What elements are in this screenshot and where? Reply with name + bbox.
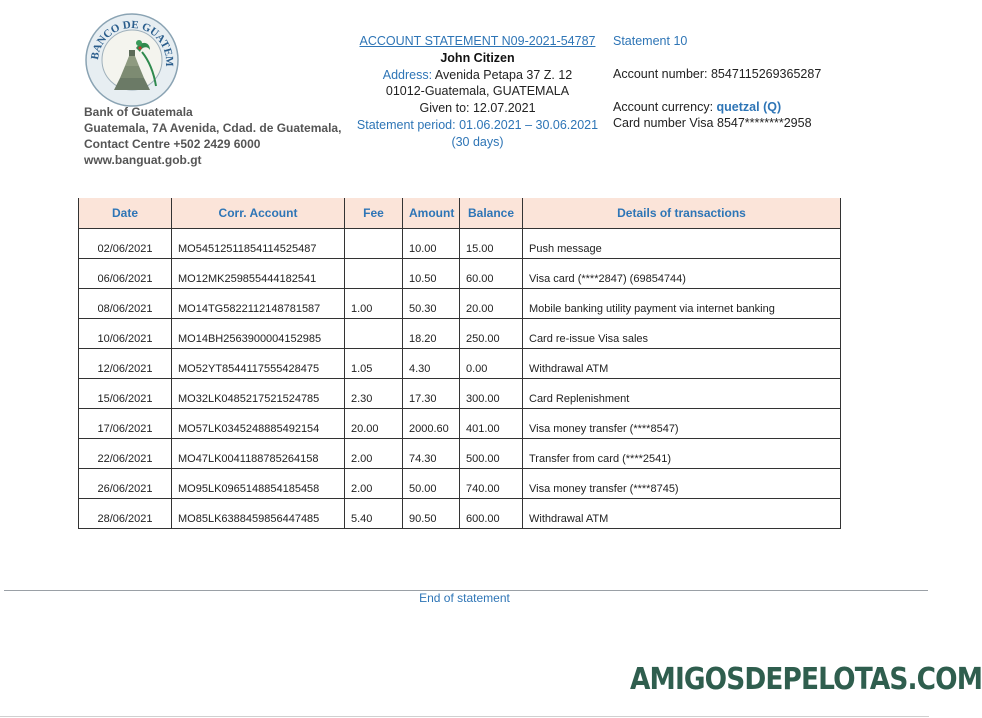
cell-details: Card re-issue Visa sales [523, 319, 841, 349]
cell-fee: 5.40 [345, 499, 403, 529]
table-row [79, 349, 841, 379]
cell-details: Push message [523, 229, 841, 259]
cell-balance: 15.00 [460, 229, 523, 259]
account-number: Account number: 8547115269365287 [613, 66, 822, 81]
end-of-statement: End of statement [419, 591, 510, 605]
transactions-table [78, 198, 841, 529]
cell-corr-account: MO32LK0485217521524785 [172, 379, 345, 409]
cell-fee: 1.05 [345, 349, 403, 379]
cell-details: Visa card (****2847) (69854744) [523, 259, 841, 289]
cell-date: 17/06/2021 [79, 409, 172, 439]
bank-seal-icon [84, 12, 180, 108]
cell-date: 06/06/2021 [79, 259, 172, 289]
cell-balance: 60.00 [460, 259, 523, 289]
cell-amount: 50.00 [403, 469, 460, 499]
cell-amount: 90.50 [403, 499, 460, 529]
table-row [79, 439, 841, 469]
cell-corr-account: MO52YT8544117555428475 [172, 349, 345, 379]
cell-balance: 740.00 [460, 469, 523, 499]
card-number: Card number Visa 8547********2958 [613, 116, 812, 131]
account-currency [613, 99, 821, 116]
cell-amount: 2000.60 [403, 409, 460, 439]
cell-amount: 10.50 [403, 259, 460, 289]
period-label: Statement period: [356, 117, 456, 132]
period-value: 01.06.2021 – 30.06.2021 [459, 117, 599, 132]
cell-amount: 74.30 [403, 439, 460, 469]
customer-name: John Citizen [440, 50, 515, 65]
cell-details: Visa money transfer (****8745) [523, 469, 841, 499]
cell-fee: 1.00 [345, 289, 403, 319]
cell-balance: 0.00 [460, 349, 523, 379]
watermark-text: AMIGOSDEPELOTAS.COM [630, 662, 982, 697]
cell-fee: 2.00 [345, 469, 403, 499]
cell-balance: 600.00 [460, 499, 523, 529]
cell-balance: 300.00 [460, 379, 523, 409]
cell-fee [345, 229, 403, 259]
table-row [79, 259, 841, 289]
currency-label: Account currency: [613, 99, 714, 114]
col-header-fee: Fee [345, 198, 403, 229]
address-label: Address: [382, 67, 433, 82]
table-body [79, 229, 841, 529]
col-header-amount: Amount [403, 198, 460, 229]
col-header-details: Details of transactions [523, 198, 841, 229]
cell-amount: 50.30 [403, 289, 460, 319]
cell-date: 08/06/2021 [79, 289, 172, 319]
cell-fee [345, 319, 403, 349]
statement-title[interactable]: ACCOUNT STATEMENT N09-2021-54787 [359, 34, 596, 48]
statement-number: Statement 10 [613, 34, 688, 48]
address-line1 [340, 67, 615, 84]
statement-period [340, 117, 615, 134]
cell-corr-account: MO85LK6388459856447485 [172, 499, 345, 529]
cell-fee: 2.30 [345, 379, 403, 409]
table-row [79, 289, 841, 319]
bottom-divider [0, 716, 929, 717]
bank-contact: Contact Centre +502 2429 6000 [84, 137, 261, 151]
cell-balance: 20.00 [460, 289, 523, 319]
cell-amount: 17.30 [403, 379, 460, 409]
cell-date: 26/06/2021 [79, 469, 172, 499]
cell-date: 12/06/2021 [79, 349, 172, 379]
table-row [79, 319, 841, 349]
svg-text:BANCO DE GUATEMALA: BANCO DE GUATEM [88, 18, 176, 67]
col-header-date: Date [79, 198, 172, 229]
table-row [79, 499, 841, 529]
period-days: (30 days) [451, 134, 504, 149]
cell-corr-account: MO54512511854114525487 [172, 229, 345, 259]
col-header-balance: Balance [460, 198, 523, 229]
cell-details: Mobile banking utility payment via internet banking [523, 289, 841, 319]
address-line2: 01012-Guatemala, GUATEMALA [385, 84, 570, 99]
table-header-row [79, 198, 841, 229]
cell-corr-account: MO47LK0041188785264158 [172, 439, 345, 469]
currency-value: quetzal (Q) [716, 99, 782, 114]
col-header-corr-account: Corr. Account [172, 198, 345, 229]
cell-amount: 18.20 [403, 319, 460, 349]
cell-corr-account: MO57LK0345248885492154 [172, 409, 345, 439]
cell-fee [345, 259, 403, 289]
bank-logo [84, 12, 180, 108]
bank-address: Guatemala, 7A Avenida, Cdad. de Guatemala, [84, 121, 342, 135]
table-row [79, 469, 841, 499]
cell-corr-account: MO12MK259855444182541 [172, 259, 345, 289]
cell-amount: 10.00 [403, 229, 460, 259]
cell-details: Withdrawal ATM [523, 499, 841, 529]
cell-date: 15/06/2021 [79, 379, 172, 409]
cell-corr-account: MO95LK0965148854185458 [172, 469, 345, 499]
table-row [79, 409, 841, 439]
bank-name: Bank of Guatemala [84, 105, 193, 119]
cell-balance: 500.00 [460, 439, 523, 469]
cell-date: 10/06/2021 [79, 319, 172, 349]
given-to: Given to: 12.07.2021 [419, 101, 536, 116]
bank-website[interactable]: www.banguat.gob.gt [84, 153, 202, 167]
cell-fee: 2.00 [345, 439, 403, 469]
cell-balance: 250.00 [460, 319, 523, 349]
account-info [613, 33, 821, 132]
table-row [79, 229, 841, 259]
cell-date: 22/06/2021 [79, 439, 172, 469]
bank-info [84, 104, 341, 168]
cell-details: Transfer from card (****2541) [523, 439, 841, 469]
cell-fee: 20.00 [345, 409, 403, 439]
cell-details: Card Replenishment [523, 379, 841, 409]
cell-details: Visa money transfer (****8547) [523, 409, 841, 439]
address-value: Avenida Petapa 37 Z. 12 [434, 67, 573, 82]
cell-details: Withdrawal ATM [523, 349, 841, 379]
cell-balance: 401.00 [460, 409, 523, 439]
cell-date: 28/06/2021 [79, 499, 172, 529]
cell-corr-account: MO14TG5822112148781587 [172, 289, 345, 319]
cell-date: 02/06/2021 [79, 229, 172, 259]
cell-corr-account: MO14BH2563900004152985 [172, 319, 345, 349]
table-row [79, 379, 841, 409]
statement-header [340, 33, 615, 151]
cell-amount: 4.30 [403, 349, 460, 379]
